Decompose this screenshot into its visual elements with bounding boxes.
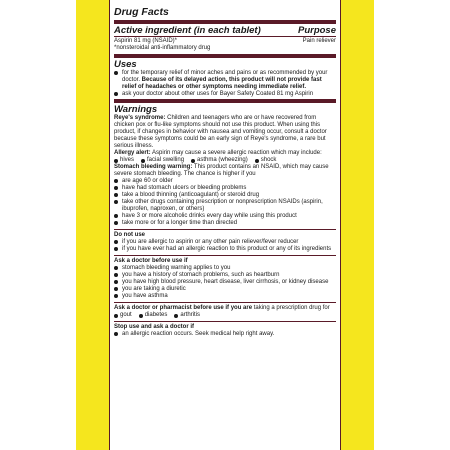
ask-pharmacist-heading [114,305,336,312]
active-ingredient-heading: Active ingredient (in each tablet) [114,25,261,36]
stomach-label: Stomach bleeding warning: [114,164,193,170]
list-item [114,265,336,272]
drug-facts-title: Drug Facts [114,0,336,24]
list-item [114,91,336,98]
list-item [255,157,277,164]
allergy-item: hives [120,157,135,163]
yellow-band-right [341,0,374,450]
section-divider [114,54,336,58]
bullet-icon [114,280,118,284]
bullet-icon [114,273,118,277]
uses-title: Uses [114,59,137,70]
bullet-icon [114,200,118,204]
drug-facts-panel [109,0,341,450]
bullet-icon [114,294,118,298]
ask-doctor-item: you have a history of stomach problems, such as heartburn [122,272,280,278]
uses-list [114,70,336,98]
yellow-band-left [76,0,109,450]
list-item [114,70,336,91]
stomach-item: have 3 or more alcoholic drinks every day while using this product [122,213,297,219]
list-item [114,178,336,185]
list-item [139,312,168,319]
allergy-item: asthma (wheezing) [197,157,248,163]
stomach-text: This product contains an NSAID, which may cause severe stomach bleeding. The chance is higher if you [114,164,329,177]
bullet-icon [114,214,118,218]
list-item [114,279,336,286]
bullet-icon [174,314,178,318]
bullet-icon [114,159,118,163]
ask-doctor-item: stomach bleeding warning applies to you [122,265,231,271]
bullet-icon [114,332,118,336]
ask-pharmacist-item: diabetes [144,312,168,318]
stop-use-title: Stop use and ask a doctor if [114,324,195,330]
section-divider [114,229,336,230]
list-item [114,185,336,192]
purpose-text: Pain reliever [302,38,336,44]
uses-item-text: for the temporary relief of minor aches and pains or as recommended by your doctor. [122,70,328,83]
bullet-icon [114,247,118,251]
uses-item-bold: Because of its delayed action, this product will not provide fast relief of headaches or other symptoms needing immediate relief. [122,77,322,90]
ask-doctor-item: you are taking a diuretic [122,286,186,292]
list-item [174,312,200,319]
stomach-item: take more or for a longer time than directed [122,220,238,226]
section-divider [114,99,336,103]
bullet-icon [114,92,118,96]
stomach-item: take a blood thinning (anticoagulant) or steroid drug [122,192,260,198]
bullet-icon [114,266,118,270]
bullet-icon [191,159,195,163]
do-not-use-list [114,239,336,253]
list-item [114,272,336,279]
stomach-item: are age 60 or older [122,178,173,184]
list-item [114,220,336,227]
section-divider [114,302,336,303]
allergy-items [114,157,336,164]
list-item [114,157,134,164]
bullet-icon [114,71,118,75]
list-item [114,239,336,246]
ask-pharmacist-item: gout [120,312,132,318]
do-not-use-item: if you are allergic to aspirin or any other pain reliever/fever reducer [122,239,299,245]
ask-pharmacist-item: arthritis [180,312,201,318]
list-item [114,312,132,319]
ask-pharmacist-items [114,312,336,319]
list-item [114,192,336,199]
ask-pharmacist-title: Ask a doctor or pharmacist before use if you are [114,305,253,311]
allergy-label: Allergy alert: [114,150,151,156]
list-item [114,246,336,253]
allergy-item: facial swelling [147,157,185,163]
ingredient-text: Aspirin 81 mg (NSAID)* [114,38,178,44]
list-item [114,331,336,338]
bullet-icon [114,186,118,190]
do-not-use-item: if you have ever had an allergic reaction to this product or any of its ingredients [122,246,332,252]
list-item [114,286,336,293]
ask-doctor-item: you have asthma [122,293,168,299]
ask-pharmacist-title-rest: taking a prescription drug for [252,305,330,311]
stomach-item: have had stomach ulcers or bleeding problems [122,185,247,191]
list-item [114,199,336,213]
ask-doctor-list [114,265,336,300]
active-ingredient-header [114,25,336,37]
bullet-icon [139,314,143,318]
list-item [114,213,336,220]
bullet-icon [114,221,118,225]
reyes-text: Children and teenagers who are or have recovered from chicken pox or flu-like symptoms should not use this product. When using this product, if changes in behavior with nausea and vomiting occur, consult a doctor because these symptoms could be an early sign of Reye's syndrome, a rare but serious illness. [114,115,327,149]
warnings-title: Warnings [114,104,158,115]
reyes-paragraph [114,115,336,150]
uses-item-text: ask your doctor about other uses for Bayer Safety Coated 81 mg Aspirin [122,91,314,97]
ask-doctor-item: you have high blood pressure, heart disease, liver cirrhosis, or kidney disease [122,279,329,285]
purpose-heading: Purpose [297,25,336,36]
bullet-icon [114,240,118,244]
stop-use-list [114,331,336,338]
ingredient-row [114,38,336,45]
nsaid-footnote: *nonsteroidal anti-inflammatory drug [114,45,211,51]
bullet-icon [255,159,259,163]
bullet-icon [114,179,118,183]
stomach-item: take other drugs containing prescription or nonprescription NSAIDs (aspirin, ibuprofen, naproxen, or others) [122,199,323,212]
bullet-icon [114,287,118,291]
reyes-label: Reye's syndrome: [114,115,166,121]
bullet-icon [114,193,118,197]
bullet-icon [114,314,118,318]
stomach-list [114,178,336,227]
bullet-icon [141,159,145,163]
list-item [114,293,336,300]
section-divider [114,255,336,256]
allergy-paragraph [114,150,336,157]
stop-use-item: an allergic reaction occurs. Seek medical help right away. [122,331,275,337]
do-not-use-title: Do not use [114,232,145,238]
ask-doctor-title: Ask a doctor before use if [114,258,188,264]
section-divider [114,321,336,322]
allergy-item: shock [260,157,277,163]
list-item [191,157,248,164]
stomach-paragraph [114,164,336,178]
list-item [141,157,184,164]
allergy-text: Aspirin may cause a severe allergic reaction which may include: [150,150,322,156]
